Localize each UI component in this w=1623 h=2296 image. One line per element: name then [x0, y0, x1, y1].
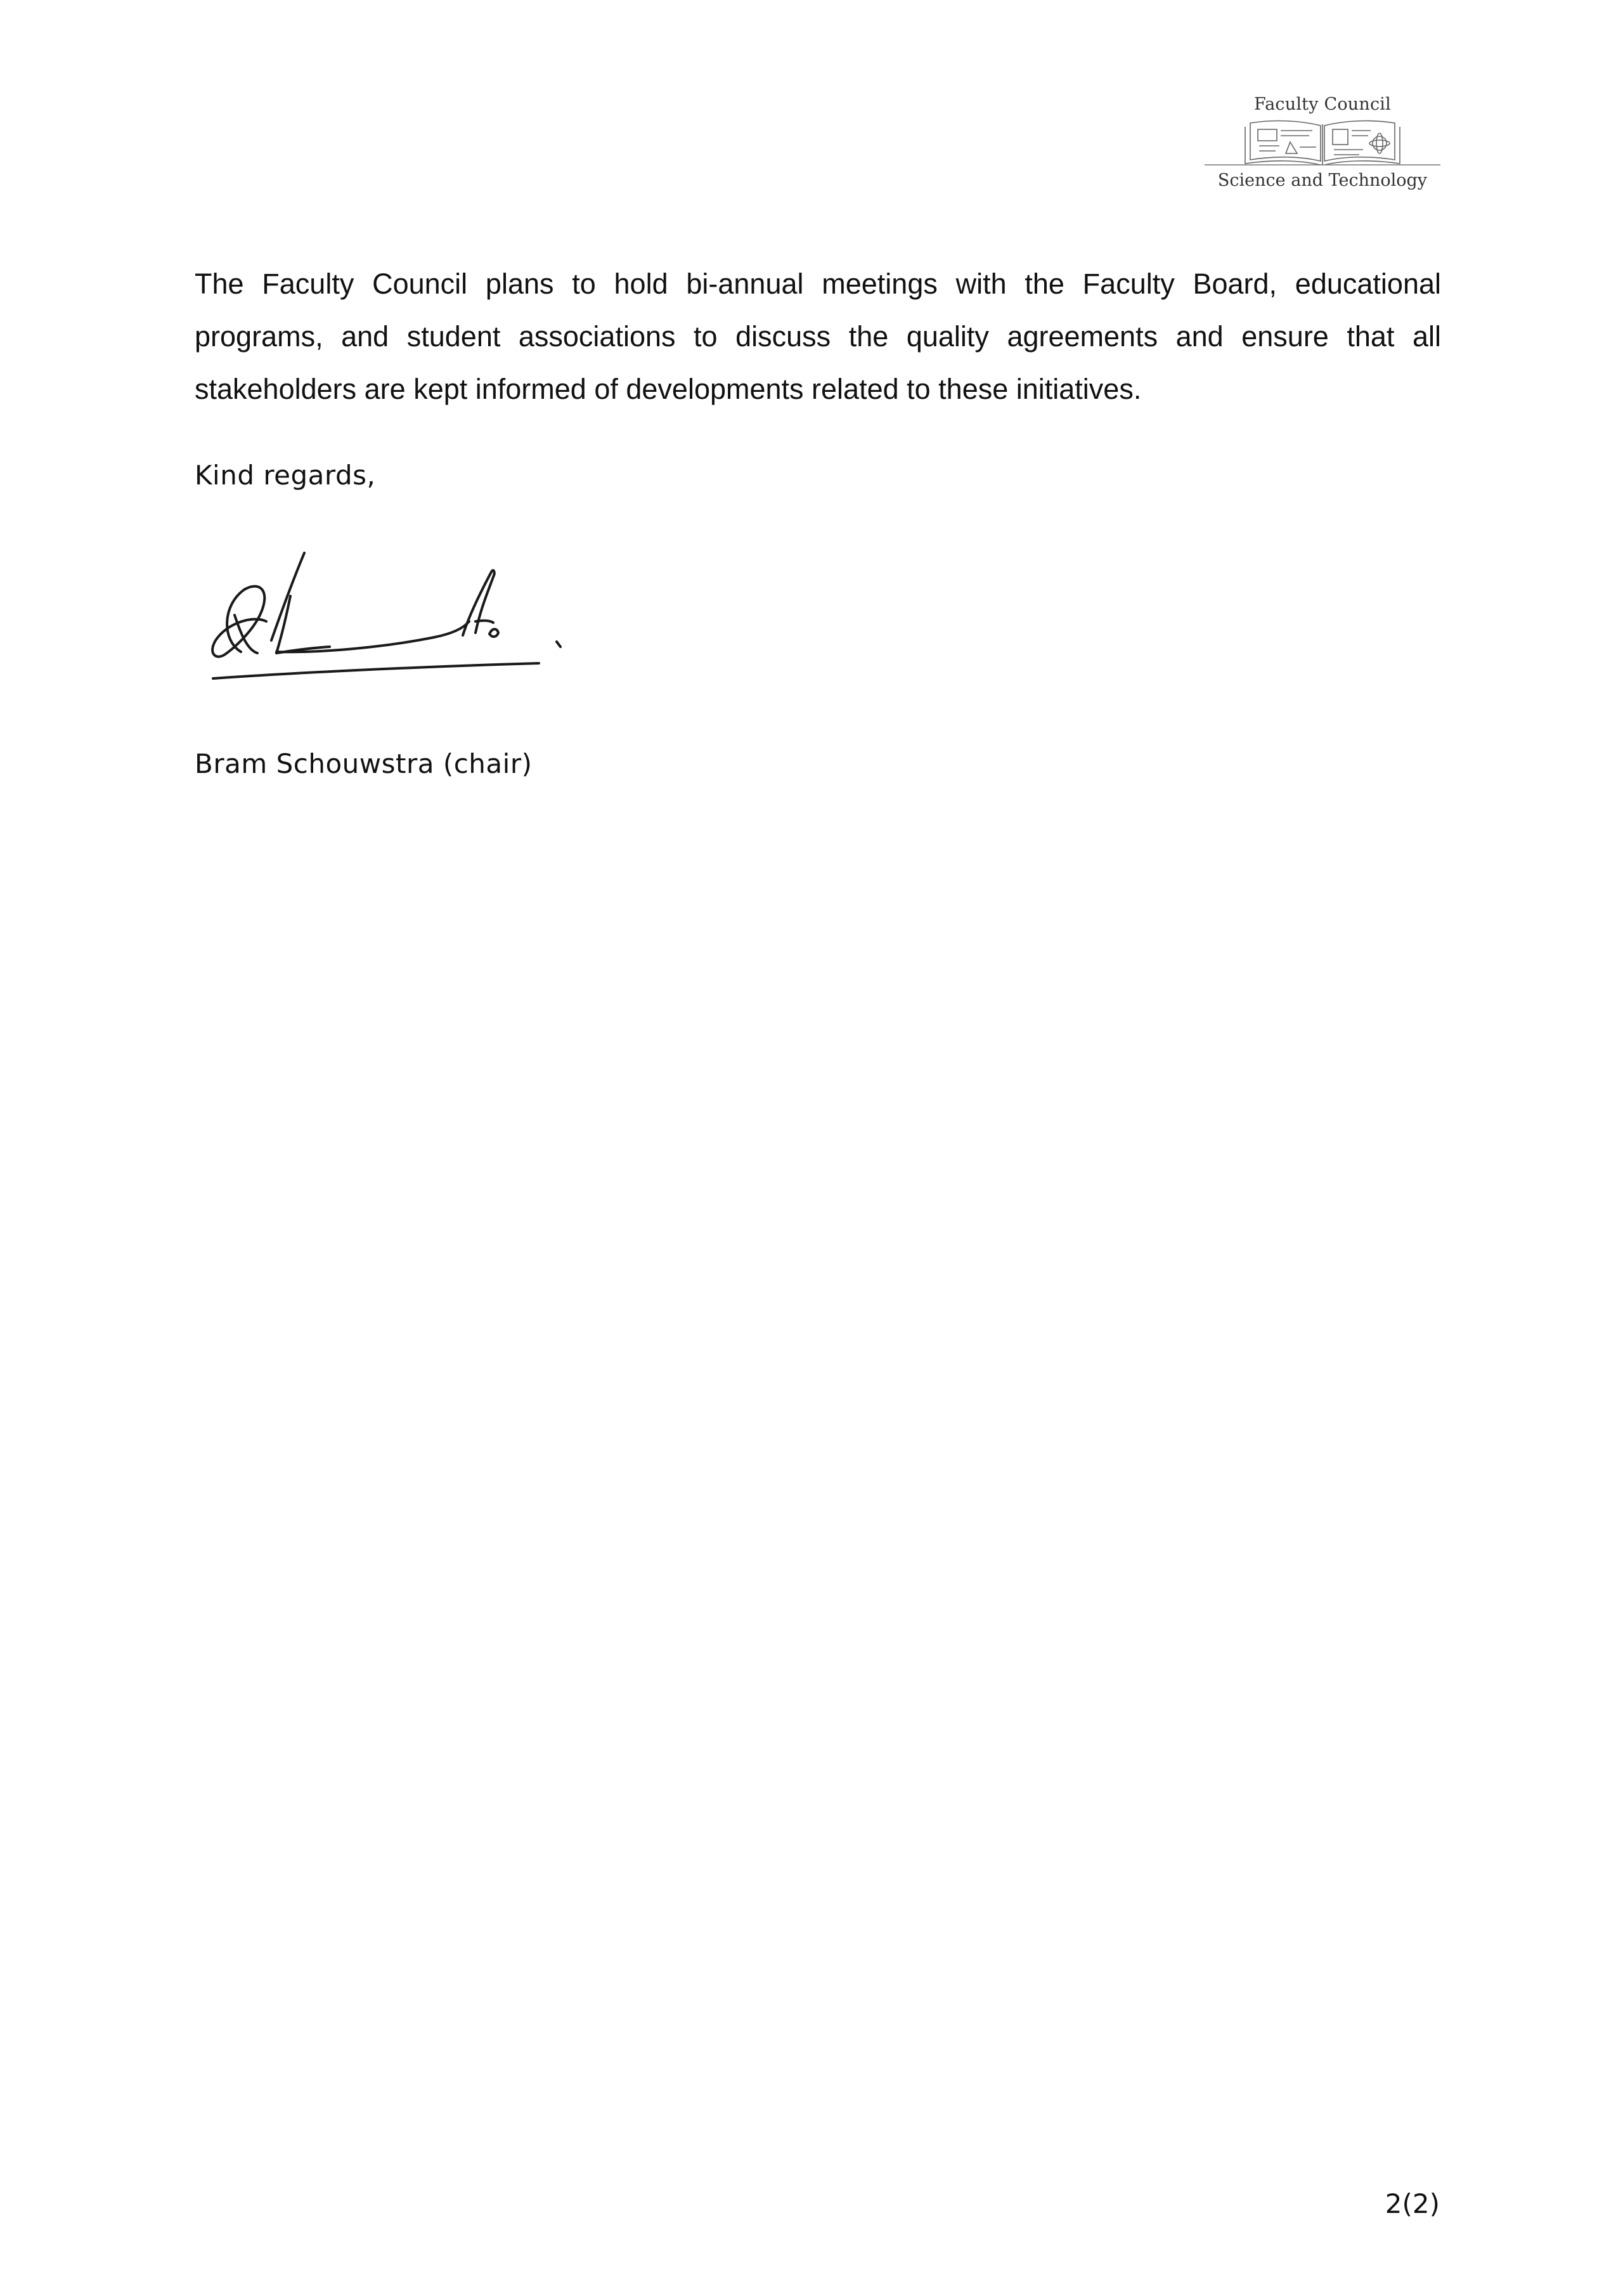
signer-name: Bram Schouwstra (chair) [195, 748, 533, 779]
logo-title: Faculty Council [1254, 94, 1391, 114]
closing-salutation: Kind regards, [195, 460, 376, 491]
faculty-council-logo [1205, 94, 1440, 195]
logo-subtitle: Science and Technology [1217, 171, 1428, 190]
handwritten-signature [197, 545, 577, 691]
open-book-icon [1205, 117, 1440, 166]
page-number: 2(2) [1385, 2188, 1440, 2219]
letter-paragraph: The Faculty Council plans to hold bi-annual meetings with the Faculty Board, educational programs, and student associations to discuss the quality agreements and ensure that all stakeholders are kept informed of developments related to these initiatives. [195, 268, 1441, 405]
